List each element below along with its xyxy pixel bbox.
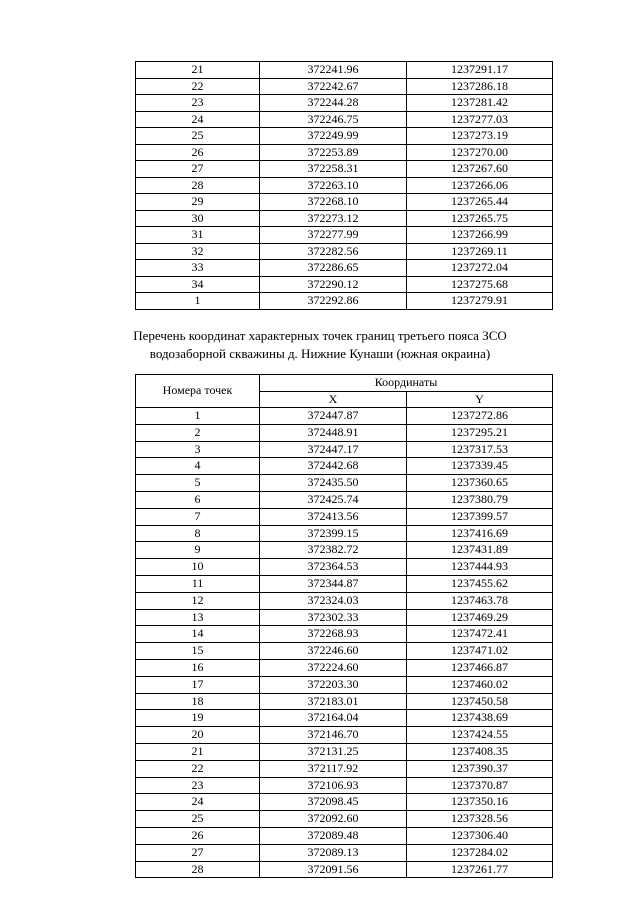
point-number-cell: 27 bbox=[136, 161, 260, 178]
point-number-cell: 2 bbox=[136, 424, 260, 441]
point-number-cell: 1 bbox=[136, 293, 260, 310]
table-row bbox=[136, 260, 553, 277]
y-coordinate-cell: 1237306.40 bbox=[407, 827, 553, 844]
table-row bbox=[136, 525, 553, 542]
y-coordinate-cell: 1237472.41 bbox=[407, 626, 553, 643]
table-row bbox=[136, 811, 553, 828]
table-row bbox=[136, 293, 553, 310]
x-coordinate-cell: 372241.96 bbox=[260, 62, 407, 79]
x-coordinate-cell: 372273.12 bbox=[260, 210, 407, 227]
x-coordinate-cell: 372292.86 bbox=[260, 293, 407, 310]
point-number-cell: 33 bbox=[136, 260, 260, 277]
point-number-cell: 26 bbox=[136, 827, 260, 844]
point-number-cell: 31 bbox=[136, 227, 260, 244]
y-coordinate-cell: 1237291.17 bbox=[407, 62, 553, 79]
y-coordinate-cell: 1237265.44 bbox=[407, 194, 553, 211]
point-number-cell: 23 bbox=[136, 95, 260, 112]
y-coordinate-cell: 1237277.03 bbox=[407, 111, 553, 128]
point-number-cell: 11 bbox=[136, 575, 260, 592]
x-coordinate-cell: 372364.53 bbox=[260, 559, 407, 576]
y-coordinate-cell: 1237270.00 bbox=[407, 144, 553, 161]
point-number-cell: 4 bbox=[136, 458, 260, 475]
table-row bbox=[136, 78, 553, 95]
y-coordinate-cell: 1237424.55 bbox=[407, 727, 553, 744]
point-number-cell: 29 bbox=[136, 194, 260, 211]
x-coordinate-cell: 372442.68 bbox=[260, 458, 407, 475]
y-coordinate-cell: 1237266.99 bbox=[407, 227, 553, 244]
x-coordinate-cell: 372425.74 bbox=[260, 491, 407, 508]
x-coordinate-cell: 372324.03 bbox=[260, 592, 407, 609]
x-coordinate-cell: 372092.60 bbox=[260, 811, 407, 828]
table-row bbox=[136, 227, 553, 244]
y-coordinate-cell: 1237269.11 bbox=[407, 243, 553, 260]
y-coordinate-cell: 1237390.37 bbox=[407, 760, 553, 777]
table-row bbox=[136, 659, 553, 676]
table-row bbox=[136, 559, 553, 576]
point-number-cell: 7 bbox=[136, 508, 260, 525]
y-coordinate-cell: 1237399.57 bbox=[407, 508, 553, 525]
point-number-cell: 22 bbox=[136, 760, 260, 777]
x-coordinate-cell: 372435.50 bbox=[260, 475, 407, 492]
table-row bbox=[136, 693, 553, 710]
x-coordinate-cell: 372131.25 bbox=[260, 743, 407, 760]
table-row bbox=[136, 626, 553, 643]
point-number-cell: 22 bbox=[136, 78, 260, 95]
y-coordinate-cell: 1237466.87 bbox=[407, 659, 553, 676]
x-coordinate-cell: 372089.48 bbox=[260, 827, 407, 844]
y-coordinate-cell: 1237431.89 bbox=[407, 542, 553, 559]
point-number-cell: 5 bbox=[136, 475, 260, 492]
table-row bbox=[136, 177, 553, 194]
y-coordinate-cell: 1237438.69 bbox=[407, 710, 553, 727]
table-row bbox=[136, 111, 553, 128]
x-coordinate-cell: 372244.28 bbox=[260, 95, 407, 112]
x-coordinate-cell: 372277.99 bbox=[260, 227, 407, 244]
x-coordinate-cell: 372253.89 bbox=[260, 144, 407, 161]
point-number-cell: 24 bbox=[136, 794, 260, 811]
coordinates-table-continued-body bbox=[136, 62, 553, 310]
x-coordinate-cell: 372258.31 bbox=[260, 161, 407, 178]
y-coordinate-cell: 1237272.86 bbox=[407, 408, 553, 425]
point-number-cell: 3 bbox=[136, 441, 260, 458]
x-coordinate-cell: 372282.56 bbox=[260, 243, 407, 260]
y-coordinate-cell: 1237455.62 bbox=[407, 575, 553, 592]
table-row bbox=[136, 777, 553, 794]
point-number-cell: 21 bbox=[136, 62, 260, 79]
x-coordinate-cell: 372268.10 bbox=[260, 194, 407, 211]
table-row bbox=[136, 475, 553, 492]
x-coordinate-cell: 372448.91 bbox=[260, 424, 407, 441]
point-number-cell: 32 bbox=[136, 243, 260, 260]
table-row bbox=[136, 827, 553, 844]
point-number-cell: 15 bbox=[136, 643, 260, 660]
y-coordinate-cell: 1237265.75 bbox=[407, 210, 553, 227]
x-coordinate-cell: 372382.72 bbox=[260, 542, 407, 559]
x-coordinate-cell: 372164.04 bbox=[260, 710, 407, 727]
caption-line-2: водозаборной скважины д. Нижние Кунаши (южная окраина) bbox=[149, 346, 491, 361]
x-coordinate-cell: 372268.93 bbox=[260, 626, 407, 643]
table-row bbox=[136, 144, 553, 161]
point-number-cell: 14 bbox=[136, 626, 260, 643]
point-number-cell: 23 bbox=[136, 777, 260, 794]
y-coordinate-cell: 1237284.02 bbox=[407, 844, 553, 861]
y-coordinate-cell: 1237408.35 bbox=[407, 743, 553, 760]
y-coordinate-cell: 1237281.42 bbox=[407, 95, 553, 112]
y-coordinate-cell: 1237317.53 bbox=[407, 441, 553, 458]
y-coordinate-cell: 1237380.79 bbox=[407, 491, 553, 508]
y-coordinate-cell: 1237328.56 bbox=[407, 811, 553, 828]
x-coordinate-cell: 372302.33 bbox=[260, 609, 407, 626]
y-coordinate-cell: 1237339.45 bbox=[407, 458, 553, 475]
table-row bbox=[136, 276, 553, 293]
point-number-cell: 28 bbox=[136, 861, 260, 878]
table-row bbox=[136, 508, 553, 525]
table-row bbox=[136, 441, 553, 458]
y-coordinate-cell: 1237273.19 bbox=[407, 128, 553, 145]
y-coordinate-cell: 1237266.06 bbox=[407, 177, 553, 194]
point-number-cell: 9 bbox=[136, 542, 260, 559]
x-coordinate-cell: 372183.01 bbox=[260, 693, 407, 710]
y-coordinate-cell: 1237350.16 bbox=[407, 794, 553, 811]
point-number-cell: 30 bbox=[136, 210, 260, 227]
x-coordinate-cell: 372089.13 bbox=[260, 844, 407, 861]
table-row bbox=[136, 844, 553, 861]
point-number-cell: 6 bbox=[136, 491, 260, 508]
x-coordinate-cell: 372242.67 bbox=[260, 78, 407, 95]
table-row bbox=[136, 95, 553, 112]
point-number-cell: 20 bbox=[136, 727, 260, 744]
y-coordinate-cell: 1237416.69 bbox=[407, 525, 553, 542]
table-row bbox=[136, 62, 553, 79]
point-number-cell: 24 bbox=[136, 111, 260, 128]
y-coordinate-cell: 1237272.04 bbox=[407, 260, 553, 277]
y-coordinate-cell: 1237286.18 bbox=[407, 78, 553, 95]
point-number-cell: 10 bbox=[136, 559, 260, 576]
y-coordinate-cell: 1237360.65 bbox=[407, 475, 553, 492]
y-coordinate-cell: 1237460.02 bbox=[407, 676, 553, 693]
table-row bbox=[136, 408, 553, 425]
x-coordinate-cell: 372263.10 bbox=[260, 177, 407, 194]
x-coordinate-cell: 372249.99 bbox=[260, 128, 407, 145]
x-coordinate-cell: 372203.30 bbox=[260, 676, 407, 693]
table-row bbox=[136, 710, 553, 727]
x-coordinate-cell: 372447.87 bbox=[260, 408, 407, 425]
table-header bbox=[136, 375, 553, 408]
y-coordinate-cell: 1237267.60 bbox=[407, 161, 553, 178]
table-row bbox=[136, 592, 553, 609]
point-number-cell: 17 bbox=[136, 676, 260, 693]
y-coordinate-cell: 1237463.78 bbox=[407, 592, 553, 609]
x-coordinate-cell: 372098.45 bbox=[260, 794, 407, 811]
table-row bbox=[136, 194, 553, 211]
x-coordinate-cell: 372246.75 bbox=[260, 111, 407, 128]
point-number-cell: 34 bbox=[136, 276, 260, 293]
y-coordinate-cell: 1237295.21 bbox=[407, 424, 553, 441]
point-number-cell: 26 bbox=[136, 144, 260, 161]
table-row bbox=[136, 243, 553, 260]
table-row bbox=[136, 727, 553, 744]
header-y: Y bbox=[407, 391, 553, 408]
y-coordinate-cell: 1237261.77 bbox=[407, 861, 553, 878]
caption-line-1: Перечень координат характерных точек границ третьего пояса ЗСО bbox=[133, 328, 507, 343]
table-row bbox=[136, 424, 553, 441]
point-number-cell: 1 bbox=[136, 408, 260, 425]
table-row bbox=[136, 643, 553, 660]
table-row bbox=[136, 161, 553, 178]
y-coordinate-cell: 1237469.29 bbox=[407, 609, 553, 626]
header-point-numbers: Номера точек bbox=[136, 375, 260, 408]
coordinates-table-continued bbox=[135, 61, 553, 310]
table-row bbox=[136, 609, 553, 626]
y-coordinate-cell: 1237279.91 bbox=[407, 293, 553, 310]
x-coordinate-cell: 372290.12 bbox=[260, 276, 407, 293]
x-coordinate-cell: 372224.60 bbox=[260, 659, 407, 676]
table-row bbox=[136, 128, 553, 145]
x-coordinate-cell: 372091.56 bbox=[260, 861, 407, 878]
x-coordinate-cell: 372146.70 bbox=[260, 727, 407, 744]
point-number-cell: 8 bbox=[136, 525, 260, 542]
y-coordinate-cell: 1237450.58 bbox=[407, 693, 553, 710]
point-number-cell: 16 bbox=[136, 659, 260, 676]
x-coordinate-cell: 372344.87 bbox=[260, 575, 407, 592]
point-number-cell: 19 bbox=[136, 710, 260, 727]
third-belt-coordinates-table-body bbox=[136, 408, 553, 878]
point-number-cell: 25 bbox=[136, 128, 260, 145]
third-belt-coordinates-table bbox=[135, 374, 553, 878]
table-caption bbox=[0, 327, 640, 363]
point-number-cell: 13 bbox=[136, 609, 260, 626]
header-x: X bbox=[260, 391, 407, 408]
table-row bbox=[136, 210, 553, 227]
point-number-cell: 25 bbox=[136, 811, 260, 828]
point-number-cell: 21 bbox=[136, 743, 260, 760]
x-coordinate-cell: 372286.65 bbox=[260, 260, 407, 277]
point-number-cell: 27 bbox=[136, 844, 260, 861]
x-coordinate-cell: 372399.15 bbox=[260, 525, 407, 542]
point-number-cell: 28 bbox=[136, 177, 260, 194]
point-number-cell: 18 bbox=[136, 693, 260, 710]
header-coordinates: Координаты bbox=[260, 375, 553, 392]
table-row bbox=[136, 743, 553, 760]
x-coordinate-cell: 372117.92 bbox=[260, 760, 407, 777]
y-coordinate-cell: 1237275.68 bbox=[407, 276, 553, 293]
table-row bbox=[136, 575, 553, 592]
x-coordinate-cell: 372246.60 bbox=[260, 643, 407, 660]
table-row bbox=[136, 861, 553, 878]
table-row bbox=[136, 676, 553, 693]
y-coordinate-cell: 1237444.93 bbox=[407, 559, 553, 576]
y-coordinate-cell: 1237471.02 bbox=[407, 643, 553, 660]
x-coordinate-cell: 372106.93 bbox=[260, 777, 407, 794]
x-coordinate-cell: 372447.17 bbox=[260, 441, 407, 458]
table-row bbox=[136, 542, 553, 559]
table-row bbox=[136, 491, 553, 508]
y-coordinate-cell: 1237370.87 bbox=[407, 777, 553, 794]
table-row bbox=[136, 458, 553, 475]
table-row bbox=[136, 760, 553, 777]
x-coordinate-cell: 372413.56 bbox=[260, 508, 407, 525]
table-row bbox=[136, 794, 553, 811]
point-number-cell: 12 bbox=[136, 592, 260, 609]
